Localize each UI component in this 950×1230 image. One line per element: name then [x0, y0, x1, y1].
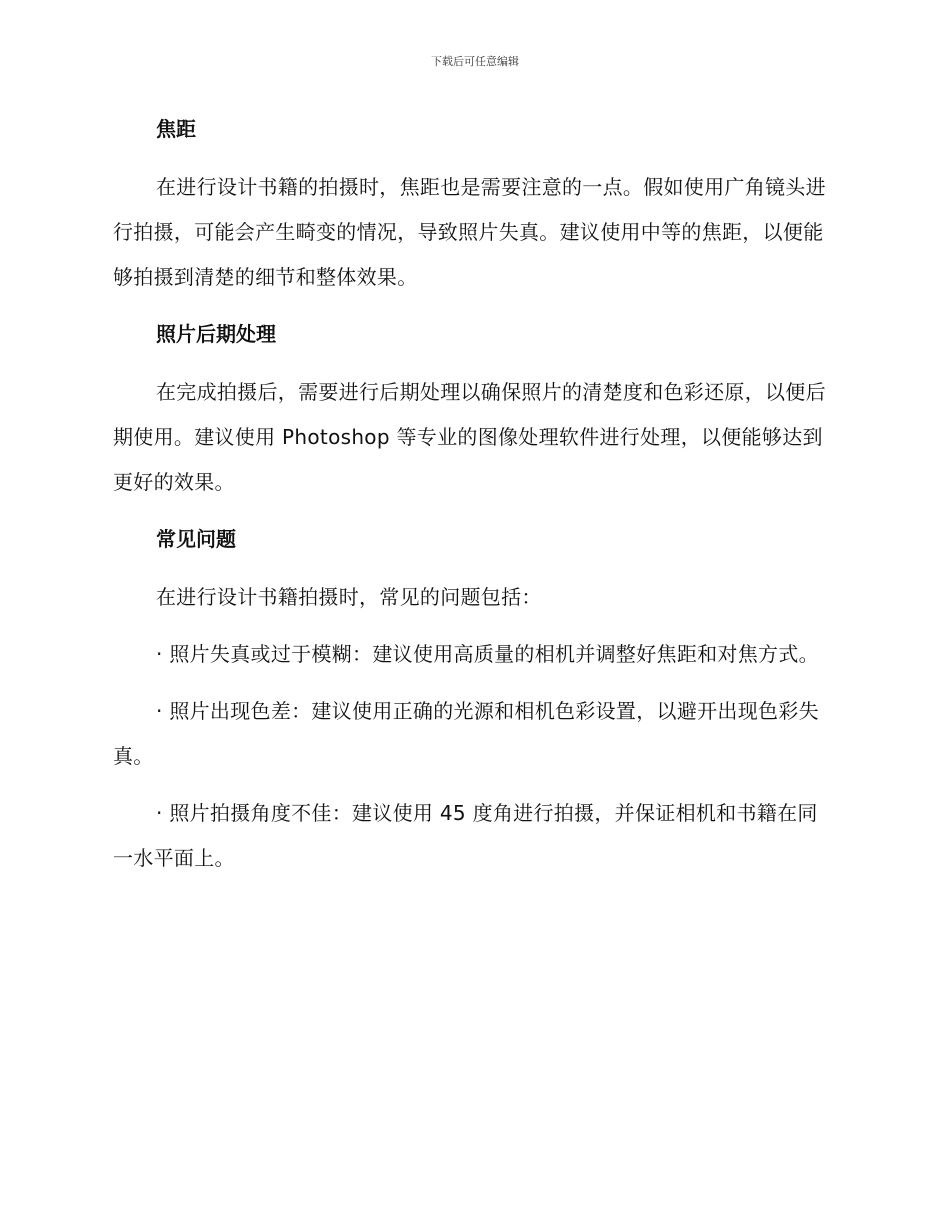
paragraph-post-processing: 在完成拍摄后，需要进行后期处理以确保照片的清楚度和色彩还原，以便后期使用。建议使用 Photoshop 等专业的图像处理软件进行处理，以便能够达到更好的效果。 [113, 380, 826, 494]
list-item-color-cast: · 照片出现色差：建议使用正确的光源和相机色彩设置，以避开出现色彩失真。 [113, 699, 819, 768]
list-item-angle: · 照片拍摄角度不佳：建议使用 45 度角进行拍摄，并保证相机和书籍在同一水平面上。 [113, 801, 818, 870]
section-heading-post-processing: 照片后期处理 [156, 322, 276, 346]
list-item-distortion: · 照片失真或过于模糊：建议使用高质量的相机并调整好焦距和对焦方式。 [156, 642, 819, 666]
section-heading-common-issues: 常见问题 [156, 527, 236, 551]
section-heading-focal-length: 焦距 [156, 117, 196, 141]
page-header-note: 下载后可任意编辑 [431, 55, 519, 68]
paragraph-common-issues-intro: 在进行设计书籍拍摄时，常见的问题包括： [156, 585, 542, 609]
paragraph-focal-length: 在进行设计书籍的拍摄时，焦距也是需要注意的一点。假如使用广角镜头进行拍摄，可能会产生畸变的情况，导致照片失真。建议使用中等的焦距，以便能够拍摄到清楚的细节和整体效果。 [113, 175, 826, 289]
document-body [113, 107, 833, 881]
